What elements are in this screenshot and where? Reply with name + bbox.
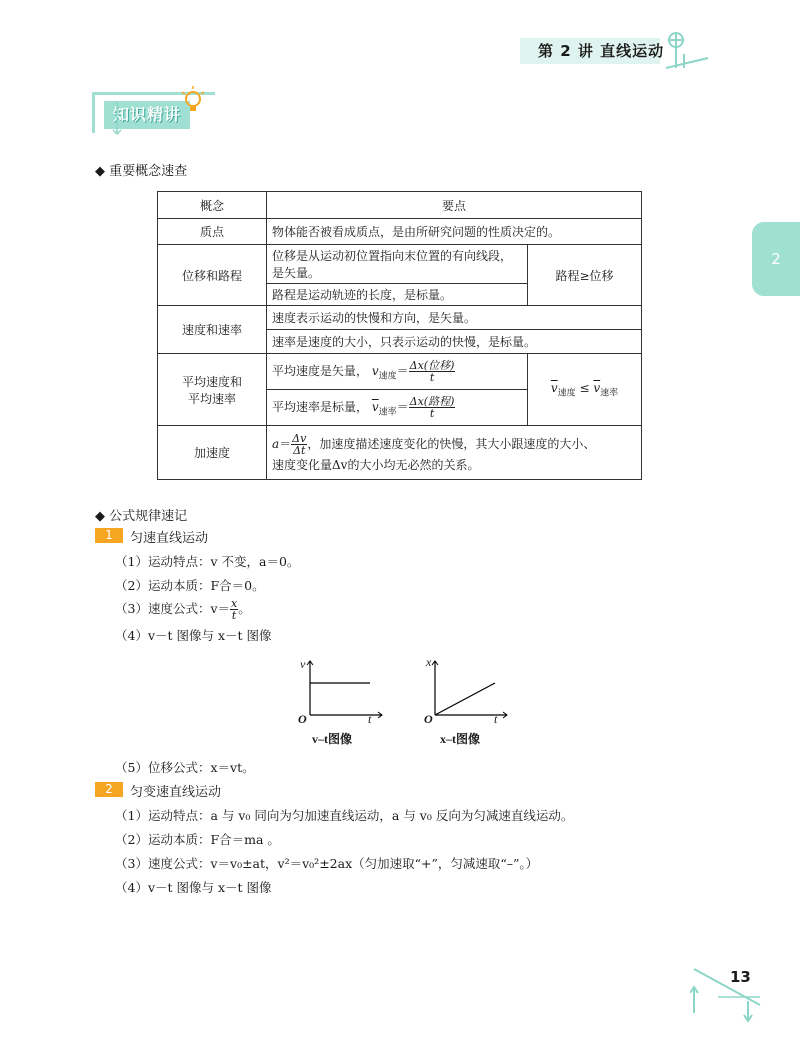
concept-name: 速度和速率 (158, 306, 267, 354)
vt-x-label: t (368, 712, 372, 726)
avg-velocity-text: 平均速度是矢量， (272, 364, 369, 378)
concept-table (157, 191, 642, 480)
compare-sub2: 速率 (600, 388, 619, 399)
page-number: 13 (730, 968, 751, 986)
avg-speed-sub: 速率 (378, 407, 397, 418)
concept-text: a＝ $\frac{\Delta v}{\Delta t}$ ，加速度描述速度变化的快慢，其大小跟速度的大小、 速度变化量Δv的大小均无必然的关系。 (267, 426, 642, 480)
xt-x-label: t (494, 712, 498, 726)
section2-heading-text: 公式规律速记 (109, 509, 188, 524)
concept-text: 平均速度是矢量， $v_{速度}=$ $\frac{\text{Δx(位移)}}{t}$ (267, 354, 528, 390)
velocity-formula (230, 598, 238, 621)
concept-compare: $\overline{v}_{速度} \le \overline{v}_{速率}$ (528, 354, 642, 426)
concept-name: 质点 (158, 219, 267, 245)
avg-speed-text: 平均速率是标量， (272, 400, 369, 414)
concept-compare: 路程≥位移 (528, 245, 642, 306)
part1-item3-end: 。 (238, 601, 251, 616)
chapter-tab[interactable] (752, 222, 800, 296)
part2-title: 匀变速直线运动 (130, 785, 222, 800)
xt-origin: O (424, 712, 433, 726)
avg-speed-num: Δx(路程) (409, 395, 455, 408)
part2-item2: （2）运动本质：F合＝ma 。 (115, 832, 280, 847)
avg-velocity-sub: 速度 (378, 371, 397, 382)
arrow-decoration-icon (110, 100, 124, 136)
velocity-num: x (231, 597, 238, 610)
concept-name-line1: 平均速度和 (181, 374, 242, 389)
concept-text: 物体能否被看成质点，是由所研究问题的性质决定的。 (267, 219, 642, 245)
part2-tag: 2 (95, 782, 123, 797)
header-points: 要点 (267, 192, 642, 219)
xt-graph-title: x–t图像 (440, 732, 480, 746)
concept-text: 平均速率是标量， $\overline{v}_{速率}=$ $\frac{\text{Δx(路程)}}{t}$ (267, 390, 528, 426)
accel-den: Δt (293, 443, 306, 457)
table-row (158, 354, 642, 390)
concept-name: 位移和路程 (158, 245, 267, 306)
windmill-icon (664, 28, 714, 72)
section1-heading-text: 重要概念速查 (109, 164, 188, 179)
accel-line1: ，加速度描述速度变化的快慢，其大小跟速度的大小、 (307, 436, 596, 451)
lightbulb-icon (180, 86, 206, 116)
avg-velocity-formula (409, 360, 456, 383)
part1-item3 (115, 598, 251, 621)
avg-speed-formula (409, 396, 456, 419)
velocity-den: t (231, 609, 237, 622)
vt-graph-title: v–t图像 (312, 732, 352, 746)
ramp-decoration-icon (690, 965, 770, 1025)
accel-num: Δv (292, 431, 307, 445)
chapter-tab-label: 2 (771, 250, 781, 268)
concept-name-line2: 平均速率 (187, 391, 236, 406)
part1-item1: （1）运动特点：v 不变，a＝0。 (115, 554, 300, 569)
avg-speed-den: t (429, 407, 435, 420)
part1-item3-text: （3）速度公式：v＝ (115, 601, 231, 616)
concept-text: 位移是从运动初位置指向末位置的有向线段，是矢量。 (267, 245, 528, 284)
compare-sub1: 速度 (557, 388, 576, 399)
concept-text: 速度表示运动的快慢和方向，是矢量。 (267, 306, 642, 330)
concept-text: 路程是运动轨迹的长度，是标量。 (267, 284, 528, 306)
part2-item3: （3）速度公式：v＝v₀±at，v²＝v₀²±2ax（匀加速取“+”，匀减速取“–”。） (115, 856, 539, 871)
acceleration-formula (291, 433, 307, 456)
accel-line2: 速度变化量Δv的大小均无必然的关系。 (272, 457, 480, 472)
xt-line (435, 683, 495, 715)
part1-item5: （5）位移公式：x＝vt。 (115, 760, 255, 775)
concept-name: 加速度 (158, 426, 267, 480)
part1-title: 匀速直线运动 (130, 531, 209, 546)
concept-name (158, 354, 267, 426)
concept-text: 速率是速度的大小，只表示运动的快慢，是标量。 (267, 330, 642, 354)
part1-item2: （2）运动本质：F合＝0。 (115, 578, 265, 593)
part1-item4: （4）v－t 图像与 x－t 图像 (115, 628, 272, 643)
vt-origin: O (298, 712, 307, 726)
table-row (158, 245, 642, 284)
part2-item4: （4）v－t 图像与 x－t 图像 (115, 880, 272, 895)
section2-heading: ◆ 公式规律速记 (95, 509, 188, 524)
xt-y-label: x (426, 655, 432, 669)
table-row (158, 306, 642, 330)
avg-velocity-den: t (429, 371, 435, 384)
vt-y-label: v (300, 657, 306, 671)
table-row (158, 426, 642, 480)
table-header-row (158, 192, 642, 219)
table-row (158, 219, 642, 245)
part1-tag: 1 (95, 528, 123, 543)
avg-velocity-num: Δx(位移) (409, 359, 455, 372)
part2-item1: （1）运动特点：a 与 v₀ 同向为匀加速直线运动，a 与 v₀ 反向为匀减速直线运动。 (115, 808, 574, 823)
banner-label: 知识精讲 (112, 105, 181, 124)
section1-heading: ◆ 重要概念速查 (95, 164, 188, 179)
header-title: 第 2 讲 直线运动 (538, 42, 665, 60)
header-concept: 概念 (158, 192, 267, 219)
